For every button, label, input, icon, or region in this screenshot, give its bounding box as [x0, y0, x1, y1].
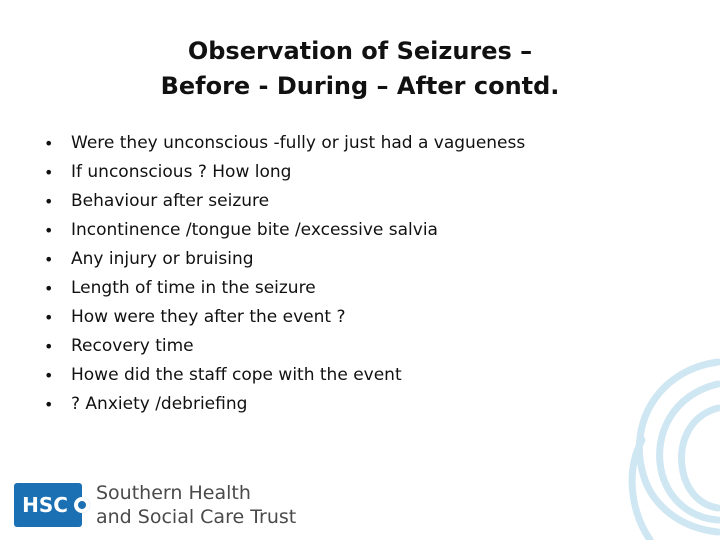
bullet-item: • ? Anxiety /debriefing [44, 390, 525, 419]
bullet-item: • Were they unconscious -fully or just had a vagueness [44, 129, 525, 158]
bullet-item: • Incontinence /tongue bite /excessive salvia [44, 216, 525, 245]
hsc-badge-text: HSC [22, 493, 68, 517]
bullet-item: • If unconscious ? How long [44, 158, 525, 187]
slide-title-line-2: Before - During – After contd. [160, 72, 560, 100]
bullet-list [44, 129, 525, 419]
bullet-item: • Any injury or bruising [44, 245, 525, 274]
slide-title-line-1: Observation of Seizures – [187, 37, 533, 65]
organisation-name [96, 481, 296, 529]
bullet-item: • Length of time in the seizure [44, 274, 525, 303]
bullet-item: • Recovery time [44, 332, 525, 361]
bullet-item: • Howe did the staff cope with the event [44, 361, 525, 390]
organisation-name-line-2: and Social Care Trust [96, 506, 297, 528]
hsc-badge [14, 483, 82, 527]
slide-title [0, 34, 720, 104]
bullet-item: • Behaviour after seizure [44, 187, 525, 216]
bullet-item: • How were they after the event ? [44, 303, 525, 332]
hsc-logo [14, 479, 296, 531]
organisation-name-line-1: Southern Health [96, 482, 251, 504]
swirl-decoration-icon [590, 350, 720, 540]
